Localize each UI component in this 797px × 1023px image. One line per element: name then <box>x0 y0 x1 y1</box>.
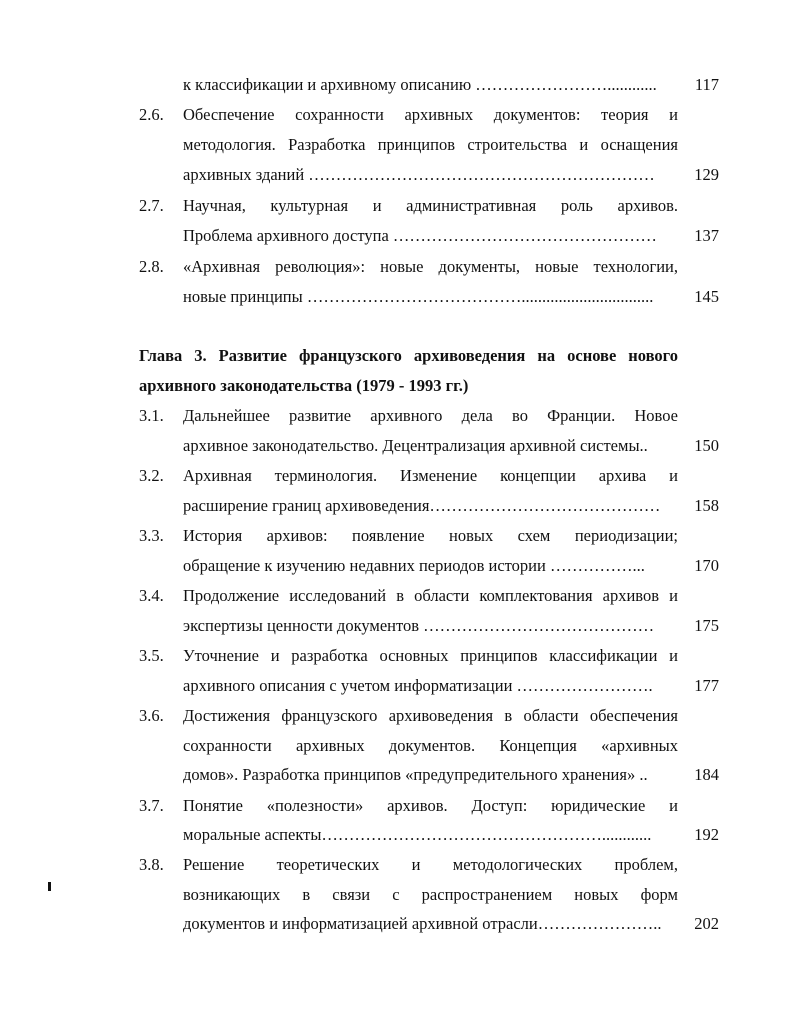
chapter-heading-cont: архивного законодательства (1979 - 1993 гг.) <box>139 376 469 395</box>
toc-line: Продолжение исследований в области комплектования архивов и <box>183 586 678 605</box>
toc-line: Уточнение и разработка основных принципов классификации и <box>183 646 678 665</box>
toc-line: Архивная терминология. Изменение концепции архива и <box>183 466 678 485</box>
toc-line: архивных зданий ……………………………………………………… <box>183 165 655 184</box>
toc-page-number: 192 <box>694 825 719 844</box>
toc-line: экспертизы ценности документов …………………………………… <box>183 616 655 635</box>
toc-entry-number: 3.7. <box>139 796 164 815</box>
toc-entry-number: 3.2. <box>139 466 164 485</box>
toc-page-number: 184 <box>694 765 719 784</box>
toc-line: расширение границ архивоведения…………………………………… <box>183 496 661 515</box>
toc-line: Научная, культурная и административная роль архивов. <box>183 196 678 215</box>
toc-page-number: 150 <box>694 436 719 455</box>
toc-line: сохранности архивных документов. Концепция «архивных <box>183 736 678 755</box>
toc-page-number: 137 <box>694 226 719 245</box>
toc-line: к классификации и архивному описанию ……………………............ <box>183 75 657 94</box>
toc-line: методология. Разработка принципов строительства и оснащения <box>183 135 678 154</box>
toc-page-number: 117 <box>694 75 719 94</box>
toc-line: документов и информатизацией архивной отрасли………………….. <box>183 914 662 933</box>
toc-entry-number: 2.8. <box>139 257 164 276</box>
toc-entry-number: 3.8. <box>139 855 164 874</box>
toc-page-number: 129 <box>694 165 719 184</box>
toc-line: новые принципы …………………………………................................ <box>183 287 654 306</box>
toc-page-number: 158 <box>694 496 719 515</box>
toc-line: моральные аспекты……………………………………………............ <box>183 825 652 844</box>
toc-page-number: 202 <box>694 914 719 933</box>
toc-line: Достижения французского архивоведения в области обеспечения <box>183 706 678 725</box>
toc-line: домов». Разработка принципов «предупредительного хранения» .. <box>183 765 648 784</box>
toc-line: Решение теоретических и методологических проблем, <box>183 855 678 874</box>
toc-entry-number: 3.6. <box>139 706 164 725</box>
toc-entry-number: 3.1. <box>139 406 164 425</box>
toc-entry-number: 3.5. <box>139 646 164 665</box>
toc-page-number: 177 <box>694 676 719 695</box>
toc-page-number: 145 <box>694 287 719 306</box>
toc-line: Дальнейшее развитие архивного дела во Франции. Новое <box>183 406 678 425</box>
toc-line: обращение к изучению недавних периодов истории ……………... <box>183 556 645 575</box>
toc-page-number: 175 <box>694 616 719 635</box>
toc-line: архивное законодательство. Децентрализация архивной системы.. <box>183 436 648 455</box>
toc-entry-number: 2.6. <box>139 105 164 124</box>
scan-mark <box>48 882 51 891</box>
toc-page-number: 170 <box>694 556 719 575</box>
toc-line: возникающих в связи с распространением новых форм <box>183 885 678 904</box>
toc-line: «Архивная революция»: новые документы, новые технологии, <box>183 257 678 276</box>
toc-line: Проблема архивного доступа ………………………………………… <box>183 226 657 245</box>
chapter-heading: Глава 3. Развитие французского архивоведения на основе нового <box>139 346 678 365</box>
toc-line: Обеспечение сохранности архивных документов: теория и <box>183 105 678 124</box>
toc-entry-number: 2.7. <box>139 196 164 215</box>
toc-line: История архивов: появление новых схем периодизации; <box>183 526 678 545</box>
toc-line: архивного описания с учетом информатизации ……………………. <box>183 676 653 695</box>
toc-line: Понятие «полезности» архивов. Доступ: юридические и <box>183 796 678 815</box>
toc-entry-number: 3.3. <box>139 526 164 545</box>
toc-entry-number: 3.4. <box>139 586 164 605</box>
